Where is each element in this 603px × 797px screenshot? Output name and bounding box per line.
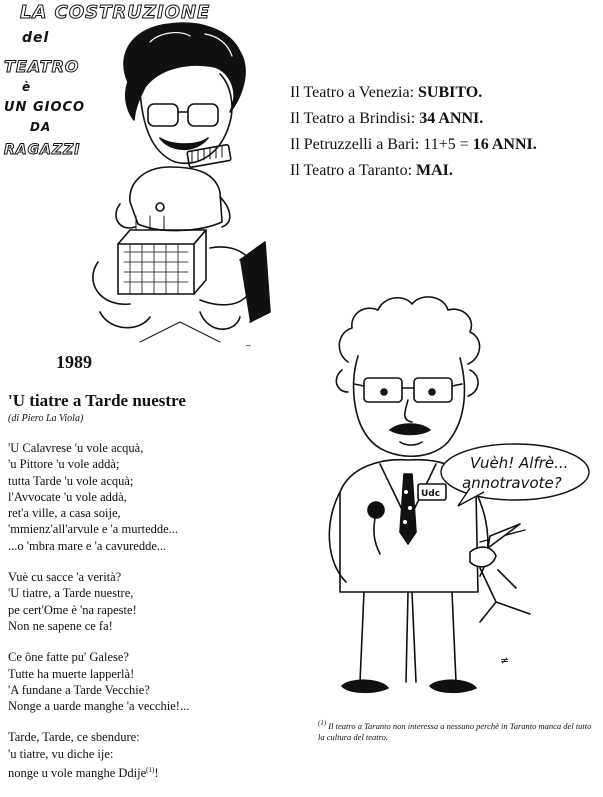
footnote (318, 718, 600, 743)
poem-line: 'u tiatre, vu diche ije: (8, 746, 114, 761)
poem-line: Vuè cu sacce 'a verità? (8, 570, 122, 585)
footnote-marker: (1) (146, 766, 155, 775)
headline-line-6: DA (30, 120, 52, 134)
caricature-top-illustration (90, 12, 280, 352)
year-label: 1989 (56, 352, 92, 372)
poem-line: Tutte ha muerte lapperlà! (8, 666, 135, 681)
caricature-politician-illustration (320, 292, 600, 712)
poem-line: Tarde, Tarde, ce sbendure: (8, 730, 140, 745)
svg-text:≠: ≠ (500, 654, 510, 667)
poem-line: pe cert'Ome è 'na rapeste! (8, 602, 137, 617)
fact-brindisi: Il Teatro a Brindisi: 34 ANNI. (290, 110, 484, 127)
fact-venezia: Il Teatro a Venezia: SUBITO. (290, 84, 483, 101)
poem-author: (di Piero La Viola) (8, 413, 84, 424)
poem-line: ...o 'mbra mare e 'a cavuredde... (8, 538, 167, 553)
speech-line-2: annotravote? (462, 474, 562, 492)
headline-line-2: del (22, 30, 50, 46)
poem-line: 'U Calavrese 'u vole acquà, (8, 441, 144, 455)
speech-line-1: Vuèh! Alfrè... (470, 454, 569, 472)
poem-line: Ce ône fatte pu' Galese? (8, 650, 129, 665)
footnote-marker: (1) (318, 719, 327, 727)
headline-line-7: RAGAZZI (4, 142, 81, 158)
poem-line: 'U tiatre, a Tarde nuestre, (8, 586, 134, 601)
headline-line-5: UN GIOCO (4, 100, 86, 115)
poem-body (8, 440, 189, 797)
headline-line-4: è (22, 80, 32, 94)
poem-line: tutta Tarde 'u vole acquà; (8, 473, 134, 488)
party-badge: Udc (421, 489, 441, 499)
svg-text:~: ~ (245, 341, 252, 350)
theatre-facts-list (290, 80, 537, 184)
poem-line: nonge u vole manghe Ddije$^{(1)}$! (8, 766, 159, 781)
poem-line: ret'a ville, a casa soije, (8, 506, 121, 521)
poem-line: 'A fundane a Tarde Vecchie? (8, 682, 150, 697)
poem-title: 'U tiatre a Tarde nuestre (8, 391, 186, 410)
poem-line: Non ne sapene ce fa! (8, 618, 113, 633)
poem-stanza (8, 440, 189, 554)
fact-bari: Il Petruzzelli a Bari: 11+5 = 16 ANNI. (290, 136, 537, 153)
headline-line-3: TEATRO (4, 57, 80, 76)
headline-line-1: LA COSTRUZIONE (20, 2, 211, 23)
poem-stanza (8, 569, 189, 634)
poem-line: Nonge a uarde manghe 'a vecchie!... (8, 699, 190, 714)
poem-line: 'mmienz'all'arvule e 'a murtedde... (8, 522, 179, 537)
poem-stanza (8, 729, 189, 781)
poem-line: 'u Pittore 'u vole addà; (8, 457, 120, 472)
poem-line: l'Avvocate 'u vole addà, (8, 489, 127, 504)
fact-taranto: Il Teatro a Taranto: MAI. (290, 162, 453, 179)
footnote-text: Il teatro a Taranto non interessa a nessuno perchè in Taranto manca del tutto la cultura del teatro. (318, 720, 592, 742)
poem-stanza (8, 649, 189, 714)
